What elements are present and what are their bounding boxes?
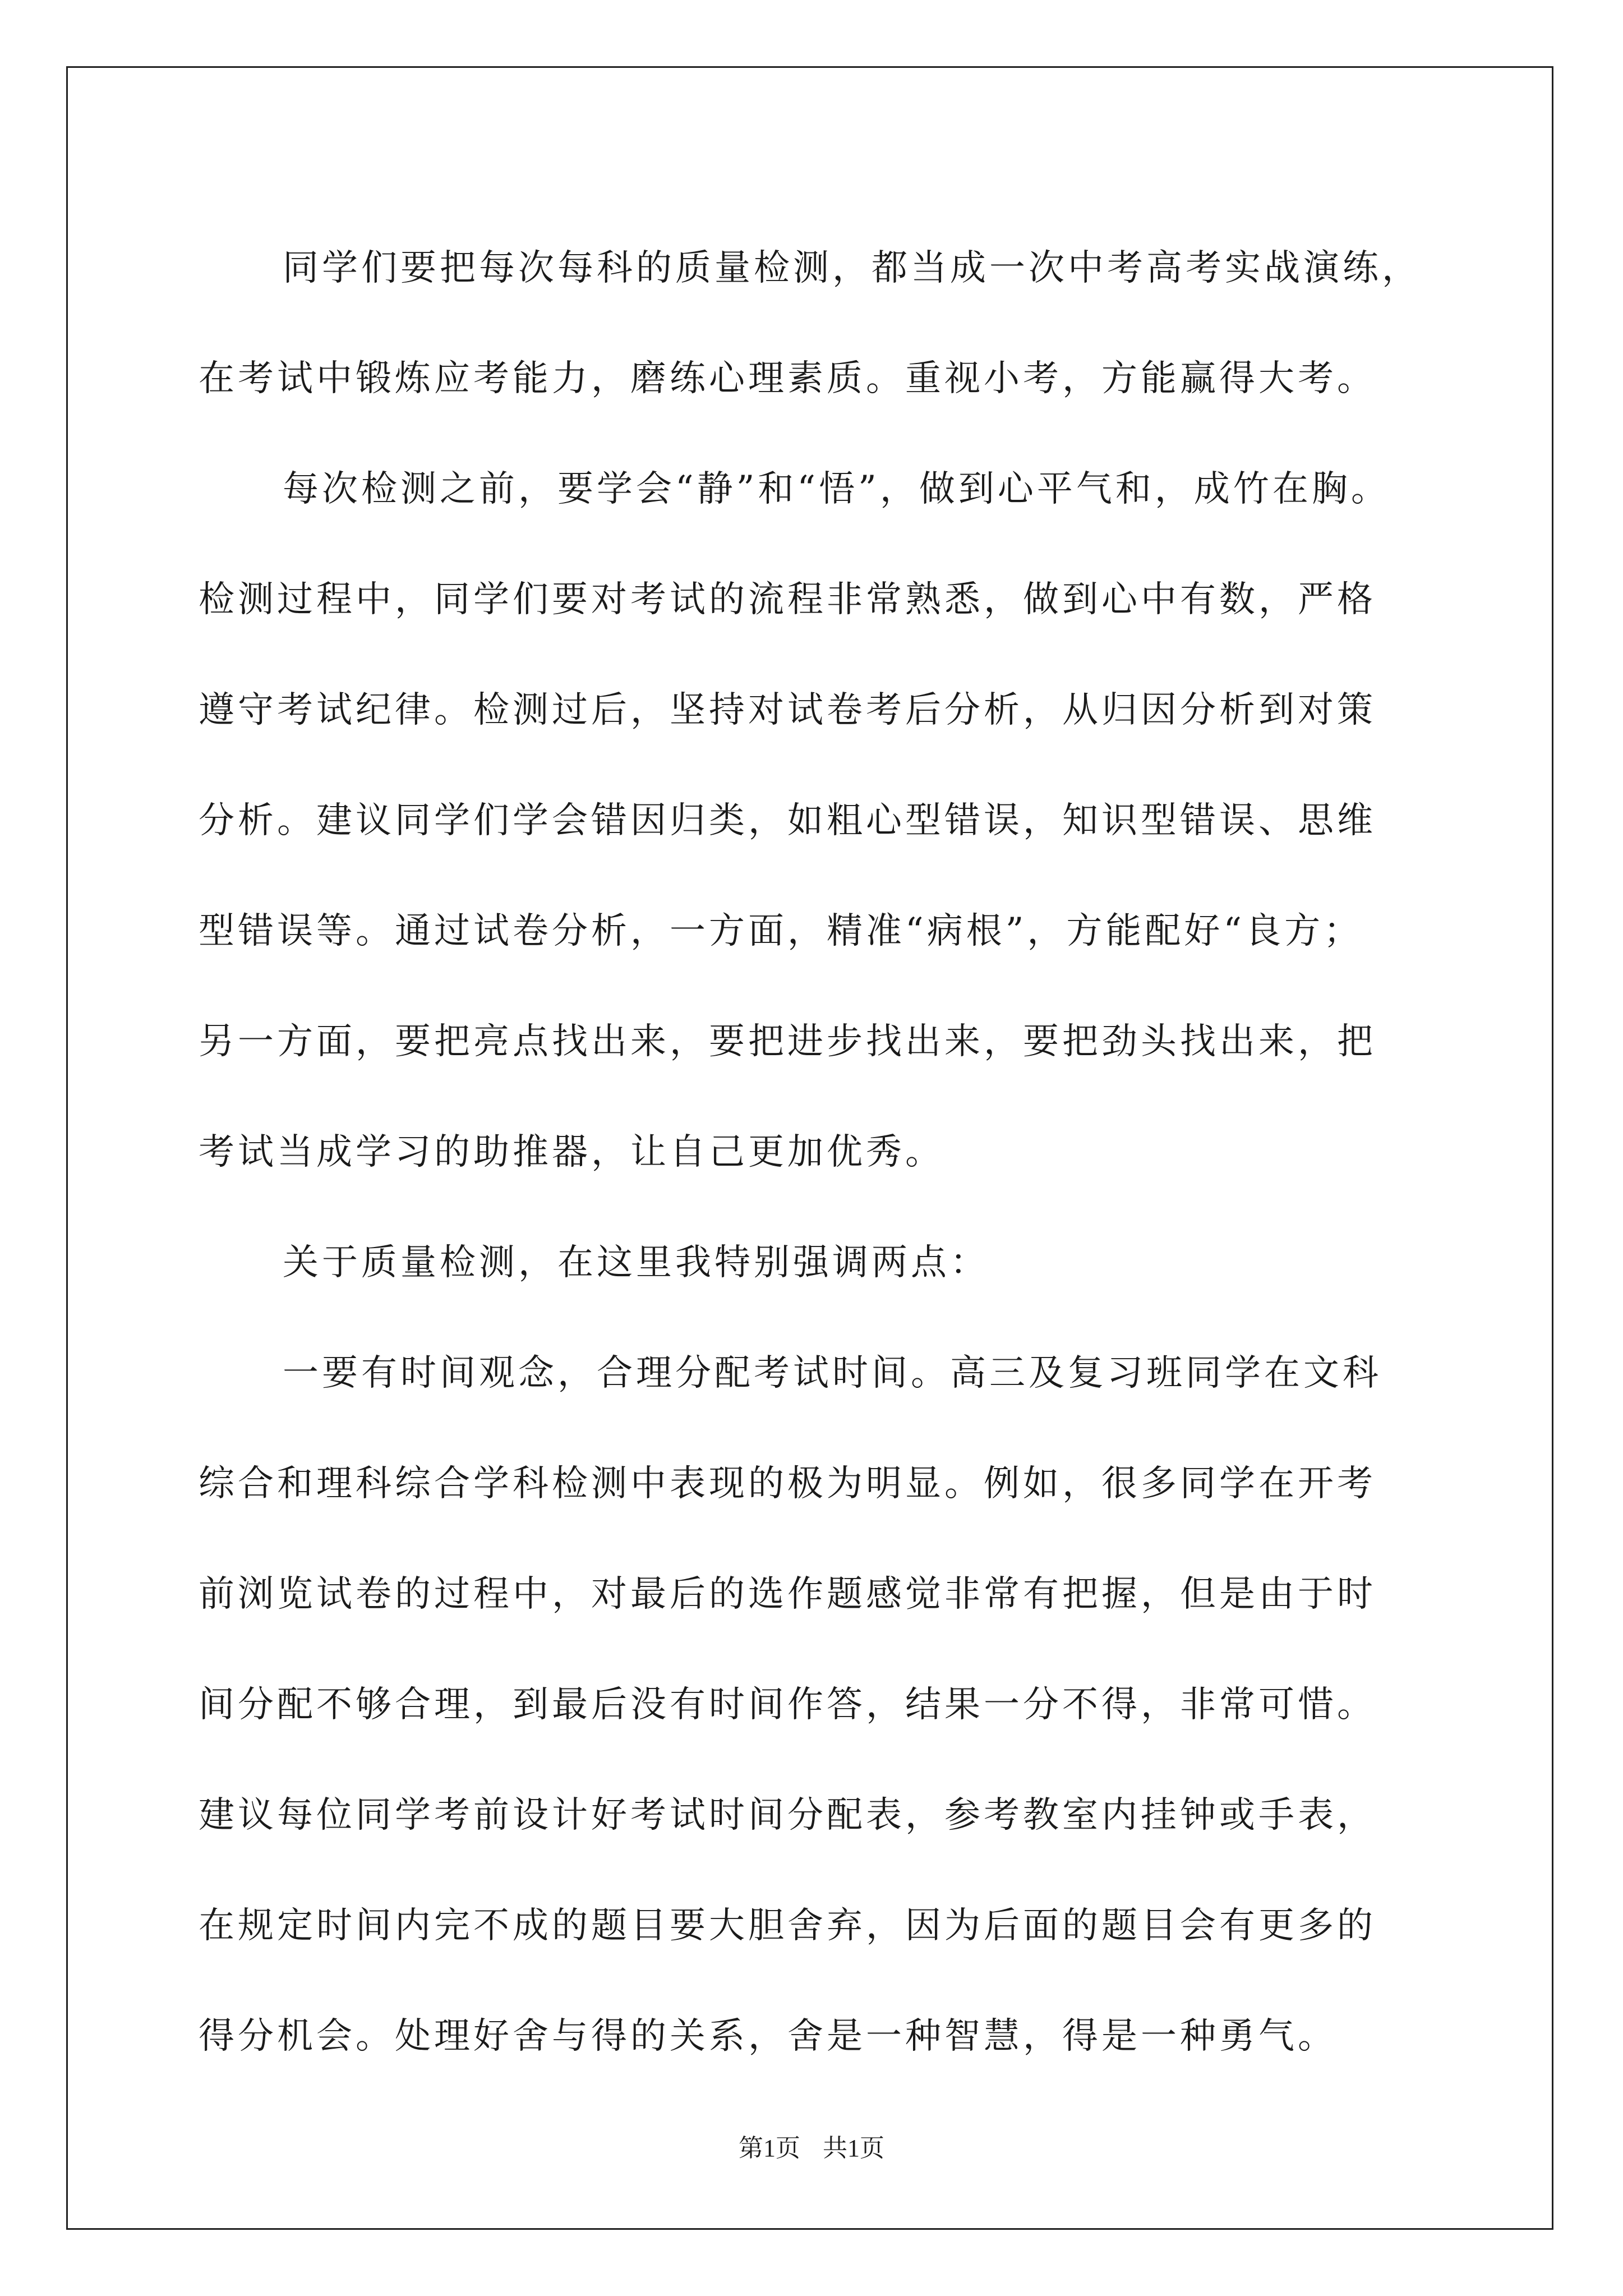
text-line: 分析。建议同学们学会错因归类，如粗心型错误，知识型错误、思维 — [199, 800, 1376, 841]
text-line: 另一方面，要把亮点找出来，要把进步找出来，要把劲头找出来，把 — [199, 1021, 1376, 1062]
text-line: 建议每位同学考前设计好考试时间分配表，参考教室内挂钟或手表， — [199, 1795, 1376, 1836]
page-number: 第1页 — [739, 2134, 800, 2162]
text-line: 型错误等。通过试卷分析，一方面，精准“病根”，方能配好“良方； — [199, 910, 1363, 952]
text-line: 考试当成学习的助推器，让自己更加优秀。 — [199, 1131, 944, 1173]
text-line: 得分机会。处理好舍与得的关系，舍是一种智慧，得是一种勇气。 — [199, 2016, 1337, 2057]
text-line: 遵守考试纪律。检测过后，坚持对试卷考后分析，从归因分析到对策 — [199, 689, 1376, 731]
document-body — [199, 213, 1432, 2092]
text-line: 关于质量检测，在这里我特别强调两点： — [283, 1242, 989, 1283]
text-line: 间分配不够合理，到最后没有时间作答，结果一分不得，非常可惜。 — [199, 1684, 1376, 1726]
page-total: 共1页 — [823, 2134, 884, 2162]
text-line: 综合和理科综合学科检测中表现的极为明显。例如，很多同学在开考 — [199, 1463, 1376, 1504]
text-line: 在规定时间内完不成的题目要大胆舍弃，因为后面的题目会有更多的 — [199, 1905, 1376, 1947]
text-line: 在考试中锻炼应考能力，磨练心理素质。重视小考，方能赢得大考。 — [199, 358, 1376, 399]
page-footer — [0, 2132, 1623, 2165]
text-line: 检测过程中，同学们要对考试的流程非常熟悉，做到心中有数，严格 — [199, 579, 1376, 620]
text-line: 同学们要把每次每科的质量检测，都当成一次中考高考实战演练， — [283, 247, 1421, 289]
text-line: 前浏览试卷的过程中，对最后的选作题感觉非常有把握，但是由于时 — [199, 1573, 1376, 1615]
text-line: 一要有时间观念，合理分配考试时间。高三及复习班同学在文科 — [283, 1352, 1382, 1394]
text-line: 每次检测之前，要学会“静”和“悟”，做到心平气和，成竹在胸。 — [283, 468, 1390, 510]
